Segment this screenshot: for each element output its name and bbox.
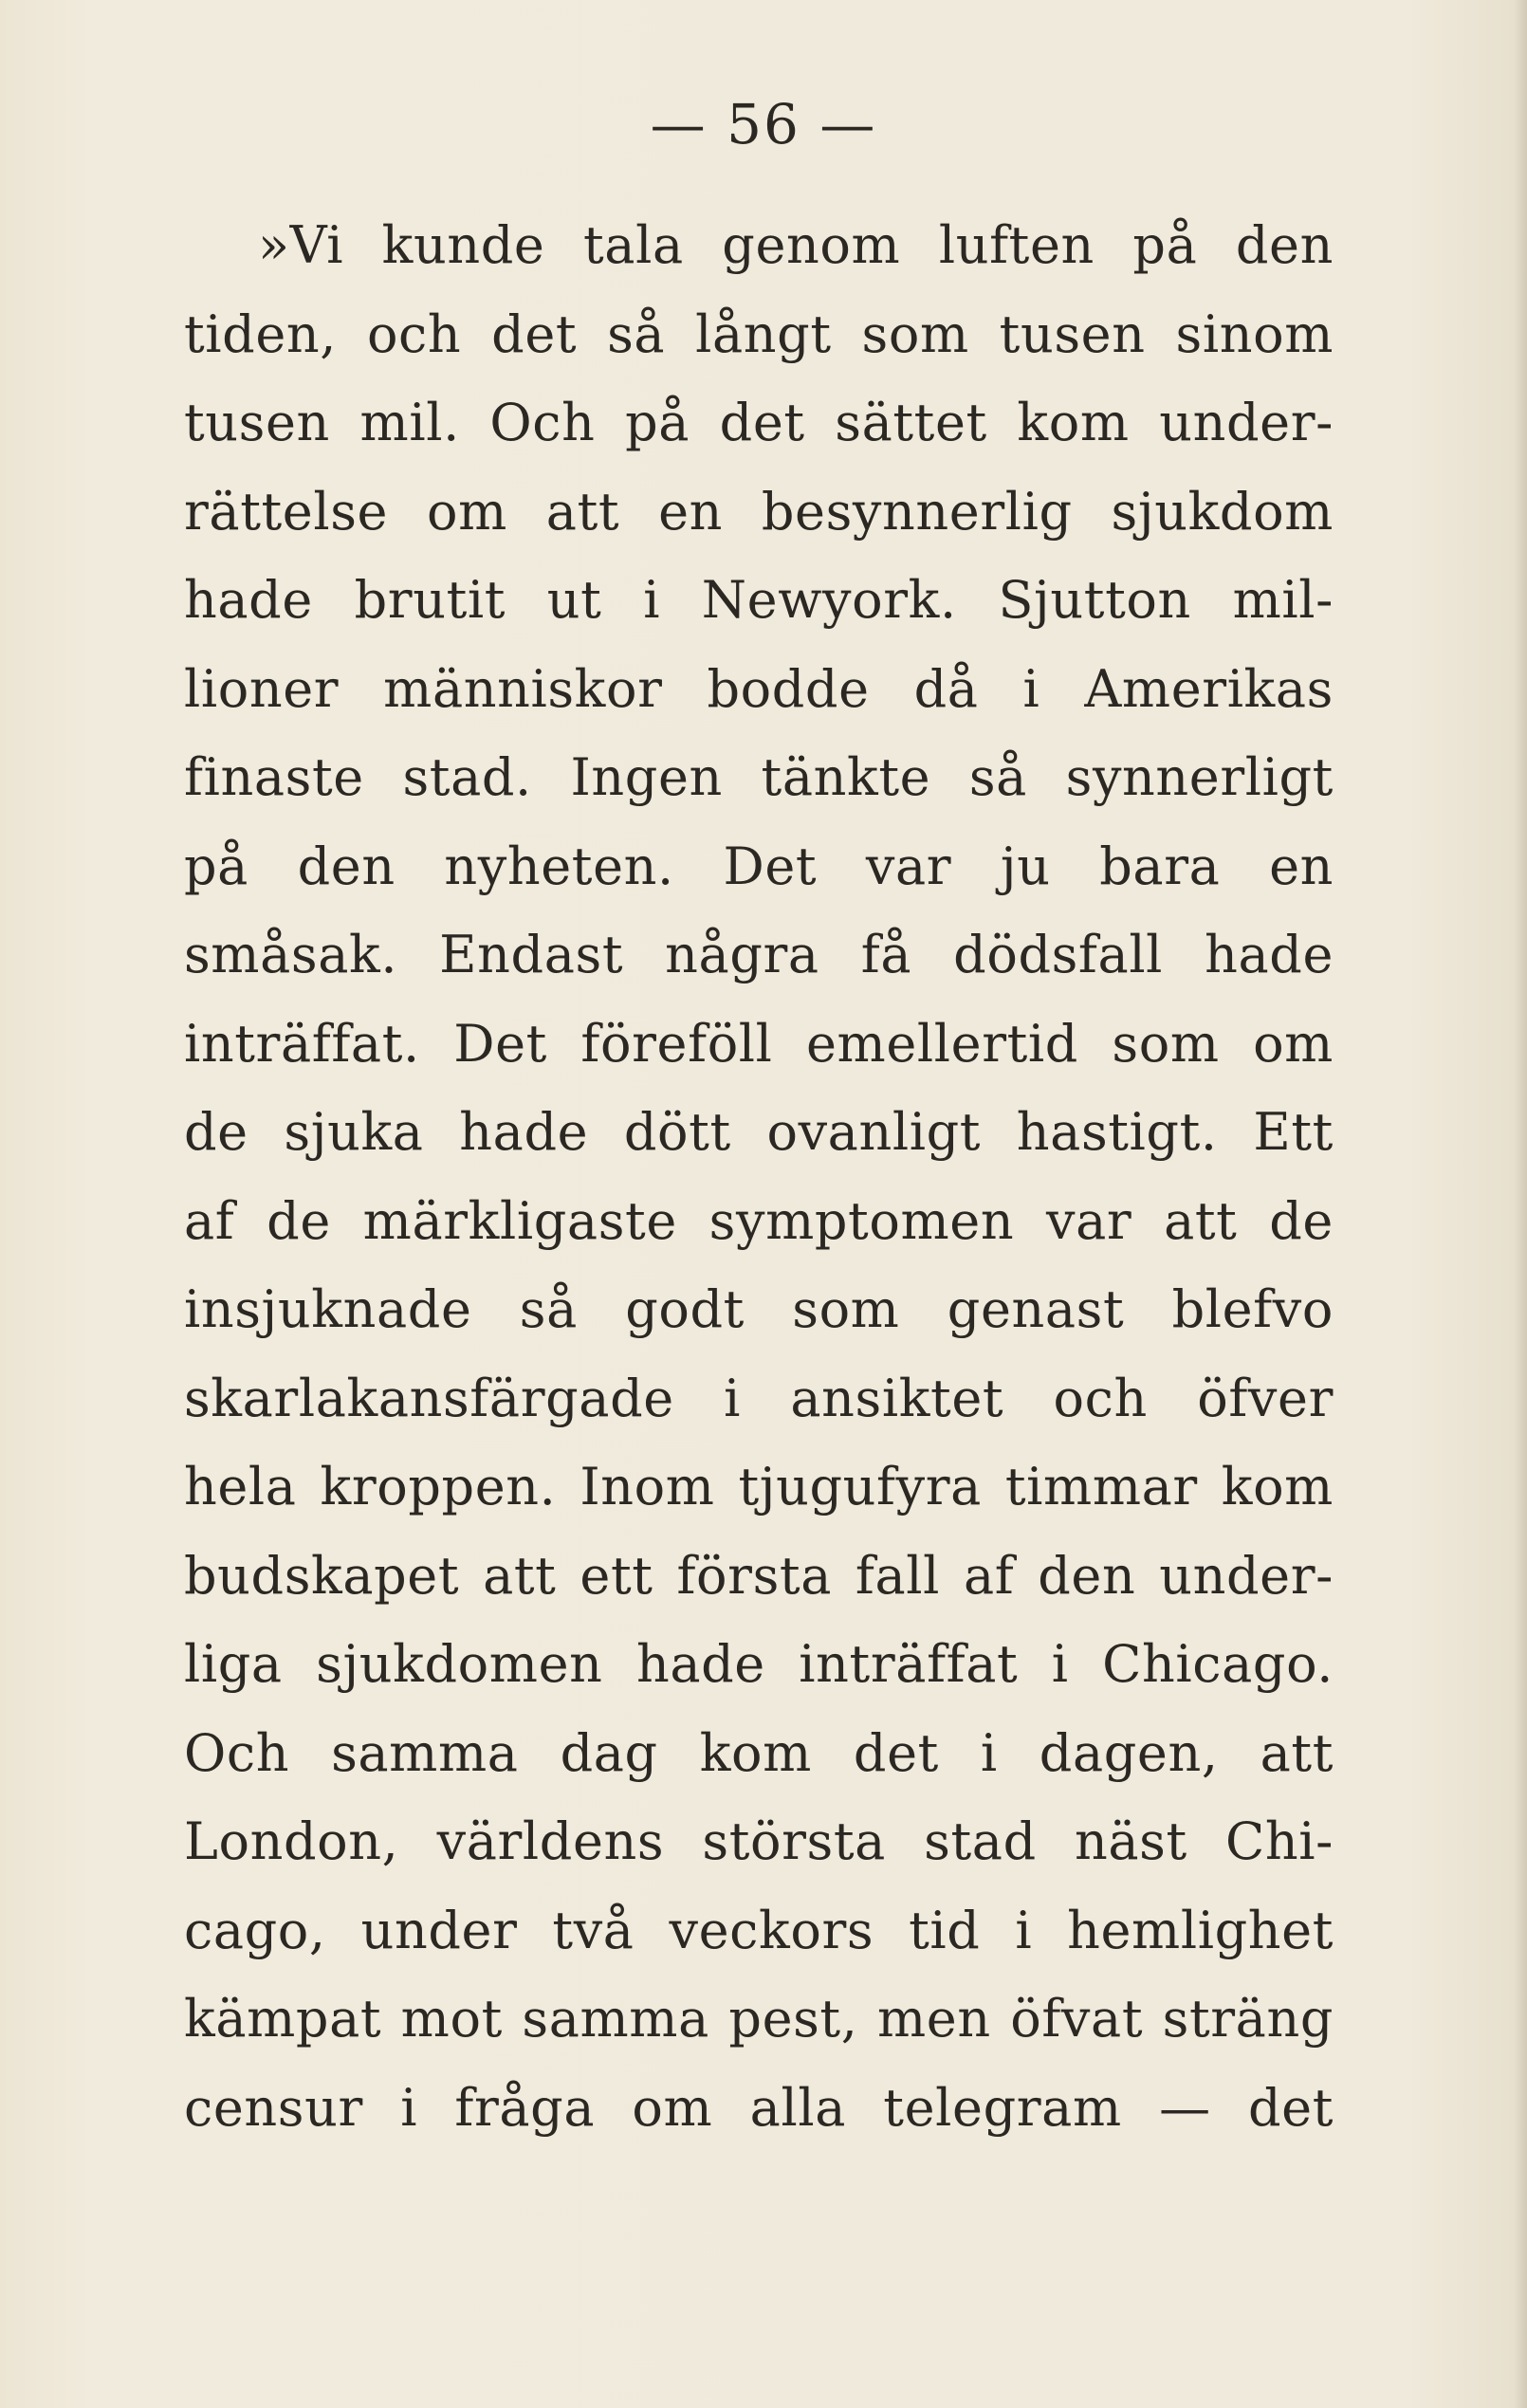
- text-line: de sjuka hade dött ovanligt hastigt. Ett: [184, 1102, 1334, 1162]
- text-line: på den nyheten. Det var ju bara en: [184, 836, 1334, 896]
- text-line: »Vi kunde tala genom luften på den: [258, 215, 1334, 275]
- text-line: kämpat mot samma pest, men öfvat sträng: [184, 1989, 1334, 2049]
- text-line: censur i fråga om alla telegram — det: [184, 2077, 1334, 2138]
- text-line: finaste stad. Ingen tänkte så synnerligt: [184, 747, 1334, 807]
- text-line: rättelse om att en besynnerlig sjukdom: [184, 481, 1334, 542]
- text-line: insjuknade så godt som genast blefvo: [184, 1279, 1334, 1339]
- text-line: liga sjukdomen hade inträffat i Chicago.: [184, 1634, 1334, 1694]
- text-line: tiden, och det så långt som tusen sinom: [184, 303, 1334, 364]
- text-line: hade brutit ut i Newyork. Sjutton mil-: [184, 570, 1334, 630]
- text-line: lioner människor bodde då i Amerikas: [184, 658, 1334, 719]
- text-line: småsak. Endast några få dödsfall hade: [184, 925, 1334, 984]
- text-line: London, världens största stad näst Chi-: [184, 1811, 1334, 1871]
- text-line: tusen mil. Och på det sättet kom under-: [184, 393, 1334, 452]
- text-line: inträffat. Det föreföll emellertid som om: [184, 1013, 1334, 1074]
- body-text: [184, 201, 1334, 2152]
- text-line: cago, under två veckors tid i hemlighet: [184, 1900, 1334, 1960]
- text-line: budskapet att ett första fall af den under-: [184, 1545, 1334, 1606]
- text-line: Och samma dag kom det i dagen, att: [184, 1722, 1334, 1783]
- text-line: hela kroppen. Inom tjugufyra timmar kom: [184, 1457, 1334, 1516]
- text-line: skarlakansfärgade i ansiktet och öfver: [184, 1368, 1334, 1428]
- text-line: af de märkligaste symptomen var att de: [184, 1190, 1334, 1251]
- page-number: — 56 —: [650, 92, 877, 156]
- page-edge-shadow: [1514, 0, 1527, 2408]
